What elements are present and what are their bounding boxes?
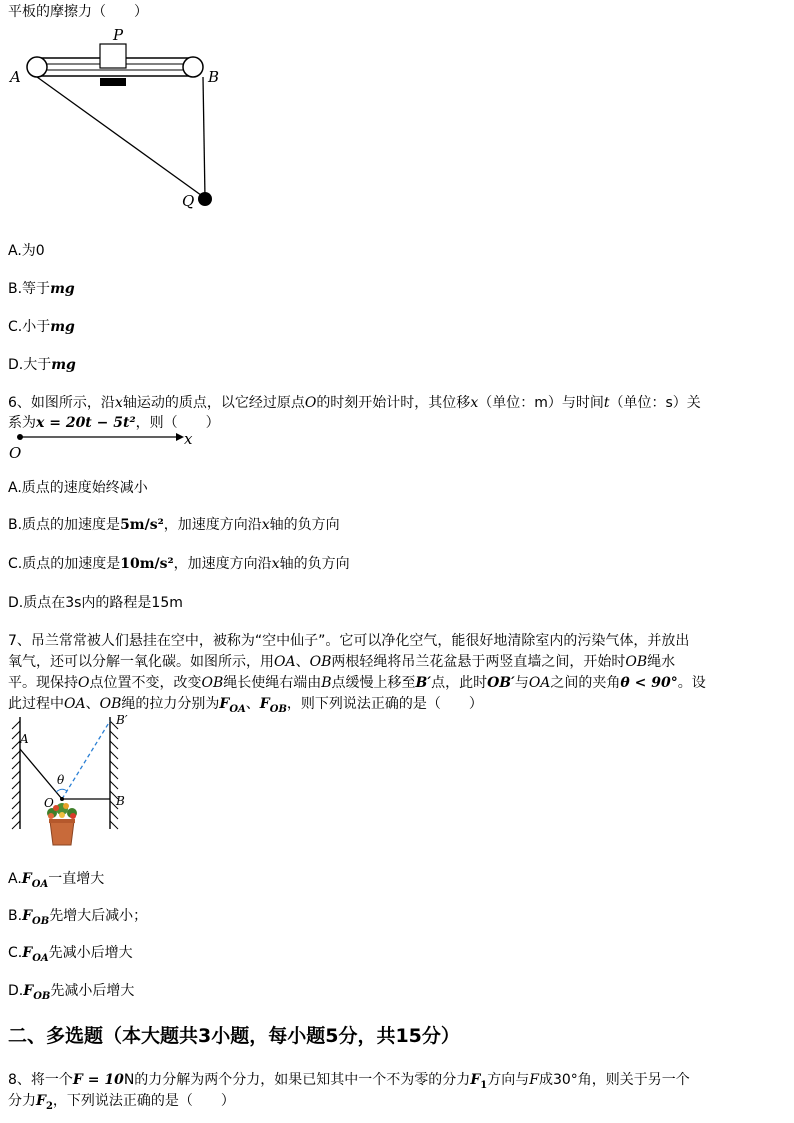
- q6-text: 的时刻开始计时，其位移: [316, 395, 471, 411]
- q8-text: 方向与: [487, 1072, 530, 1088]
- q6-axis-figure: [6, 430, 206, 460]
- q7-option-prefix: A.: [8, 871, 22, 887]
- q7-option-b[interactable]: [8, 906, 147, 932]
- q7-option-force-sub: OA: [32, 952, 49, 964]
- q7-text: 与: [514, 675, 529, 691]
- label-q: Q: [182, 192, 195, 210]
- q5-option-d-prefix: D.大于: [8, 357, 52, 373]
- axis-label-x: x: [184, 430, 193, 448]
- q7-force-sub: OA: [229, 703, 246, 715]
- q7-option-suffix: 一直增大: [48, 871, 105, 887]
- q7-text: 此过程中: [8, 696, 64, 712]
- q7-var-ob: OB: [625, 654, 648, 670]
- fig7-label-b: B: [116, 794, 125, 808]
- q8-stem-line2: [8, 1091, 235, 1117]
- q6-option-c-value: 10m/s²: [120, 556, 174, 572]
- q7-text: 平。现保持: [8, 675, 78, 691]
- q7-option-force: F: [23, 983, 34, 999]
- q7-text: 、: [245, 696, 260, 712]
- q7-option-prefix: B.: [8, 908, 23, 924]
- q7-var-oa: OA: [64, 696, 86, 712]
- q7-text: ，则下列说法正确的是（ ）: [286, 696, 483, 712]
- q7-var-b: B: [321, 675, 332, 691]
- q6-option-b-prefix: B.质点的加速度是: [8, 517, 121, 533]
- q7-var-ob: OB: [99, 696, 122, 712]
- q7-text: 点缓慢上移至: [331, 675, 416, 691]
- q7-var-ob: OB: [201, 675, 224, 691]
- q8-force-sub: 2: [45, 1100, 53, 1112]
- q5-option-b[interactable]: [8, 279, 75, 299]
- q7-var-o: O: [78, 675, 90, 691]
- q6-option-b[interactable]: [8, 515, 340, 535]
- q6-equation: x = 20t − 5t²: [36, 415, 136, 431]
- q7-var-oa: OA: [528, 675, 551, 691]
- q7-stem-line3: [8, 673, 706, 693]
- q6-var-x: x: [114, 395, 123, 411]
- q7-text: 、: [295, 654, 310, 670]
- q8-force-f1: F: [470, 1072, 481, 1088]
- q7-var-ob: OB: [309, 654, 332, 670]
- q7-var-obprime: OB′: [487, 675, 515, 691]
- q5-option-c-math: mg: [50, 319, 75, 335]
- q7-text: 点位置不变，改变: [89, 675, 202, 691]
- q7-option-prefix: D.: [8, 983, 24, 999]
- q8-text: 8、将一个: [8, 1072, 73, 1088]
- q7-text: 氧气，还可以分解一氧化碳。如图所示，用: [8, 654, 274, 670]
- label-b: B: [208, 68, 220, 86]
- q6-option-b-value: 5m/s²: [120, 517, 164, 533]
- q6-option-d[interactable]: D.质点在3s内的路程是15m: [8, 595, 183, 611]
- q7-figure: [6, 713, 156, 853]
- q8-text: 成30°角，则关于另一个: [538, 1072, 690, 1088]
- q7-text: 绳长使绳右端由: [223, 675, 322, 691]
- q7-text: 点，此时: [431, 675, 488, 691]
- q6-text: 系为: [8, 415, 36, 431]
- q5-option-b-prefix: B.等于: [8, 281, 51, 297]
- q7-option-prefix: C.: [8, 945, 23, 961]
- q6-var-x: x: [470, 395, 479, 411]
- q7-text: 绳水: [647, 654, 676, 670]
- q7-text: 之间的夹角: [550, 675, 621, 691]
- q7-option-suffix: 先增大后减小；: [49, 908, 148, 924]
- q5-option-d-math: mg: [51, 357, 76, 373]
- q6-option-c-suffix: 轴的负方向: [279, 556, 350, 572]
- q6-option-b-mid: ，加速度方向沿: [163, 517, 262, 533]
- q5-option-d[interactable]: [8, 355, 76, 375]
- q7-stem-line2: [8, 652, 675, 672]
- q7-option-suffix: 先减小后增大: [48, 945, 133, 961]
- q7-option-force-sub: OB: [33, 990, 51, 1002]
- q5-option-a[interactable]: A.为0: [8, 243, 45, 259]
- q6-stem-line1: [8, 393, 701, 413]
- q6-text: 轴运动的质点，以它经过原点: [122, 395, 305, 411]
- q6-text: （单位：s）关: [609, 395, 701, 411]
- q6-option-c-prefix: C.质点的加速度是: [8, 556, 121, 572]
- axis-label-o: O: [9, 444, 22, 460]
- q6-text: ，则（ ）: [135, 415, 220, 431]
- q5-option-c-prefix: C.小于: [8, 319, 51, 335]
- q6-var-o: O: [304, 395, 317, 411]
- q7-force-f: F: [259, 696, 270, 712]
- q7-option-force-sub: OB: [32, 915, 50, 927]
- q5-stem-tail: 平板的摩擦力（ ）: [8, 4, 148, 20]
- q8-force-sub: 1: [480, 1079, 488, 1091]
- q7-theta-condition: θ < 90°: [620, 675, 678, 691]
- q7-option-force: F: [21, 871, 32, 887]
- q7-option-c[interactable]: [8, 943, 133, 969]
- q8-text: ，下列说法正确的是（ ）: [52, 1093, 235, 1109]
- q6-var-t: t: [603, 395, 610, 411]
- label-a: A: [10, 68, 21, 86]
- q6-option-c[interactable]: [8, 554, 350, 574]
- q7-text: 、: [85, 696, 100, 712]
- q7-option-force-sub: OA: [31, 878, 49, 890]
- fig7-label-a: A: [20, 732, 29, 746]
- q7-text: 两根轻绳将吊兰花盆悬于两竖直墙之间，开始时: [331, 654, 626, 670]
- q8-text: 分力: [8, 1093, 36, 1109]
- q7-option-suffix: 先减小后增大: [50, 983, 135, 999]
- q5-figure: [0, 22, 240, 242]
- q7-text: 绳的拉力分别为: [121, 696, 220, 712]
- q6-option-b-suffix: 轴的负方向: [269, 517, 340, 533]
- q8-equation: F = 10: [72, 1072, 124, 1088]
- q7-force-sub: OB: [269, 703, 287, 715]
- fig7-label-bprime: B′: [116, 713, 128, 727]
- q7-stem-line1: 7、吊兰常常被人们悬挂在空中，被称为“空中仙子”。它可以净化空气，能很好地清除室内的污染气体，并放出: [8, 633, 690, 649]
- fig7-label-theta: θ: [57, 773, 65, 787]
- q7-option-d[interactable]: [8, 981, 134, 1007]
- q7-var-oa: OA: [274, 654, 296, 670]
- q6-text: （单位：m）与时间: [478, 395, 604, 411]
- q7-option-a[interactable]: [8, 869, 104, 895]
- q6-var-x: x: [261, 517, 270, 533]
- q7-option-force: F: [22, 908, 33, 924]
- q7-force-f: F: [219, 696, 230, 712]
- section-heading: 二、多选题（本大题共3小题，每小题5分，共15分）: [8, 1025, 460, 1047]
- q6-text: 6、如图所示，沿: [8, 395, 115, 411]
- q5-option-c[interactable]: [8, 317, 75, 337]
- q7-var-bprime: B′: [415, 675, 432, 691]
- q7-text: 。设: [677, 675, 706, 691]
- q7-option-force: F: [22, 945, 33, 961]
- q8-force-f2: F: [36, 1093, 46, 1109]
- q6-option-c-mid: ，加速度方向沿: [173, 556, 272, 572]
- q8-text: N的力分解为两个分力，如果已知其中一个不为零的分力: [123, 1072, 471, 1088]
- fig7-label-o: O: [44, 796, 54, 810]
- q5-option-b-math: mg: [50, 281, 75, 297]
- q6-option-a[interactable]: A.质点的速度始终减小: [8, 480, 148, 496]
- q6-var-x: x: [271, 556, 280, 572]
- label-p: P: [113, 26, 124, 44]
- q8-force-f: F: [529, 1072, 539, 1088]
